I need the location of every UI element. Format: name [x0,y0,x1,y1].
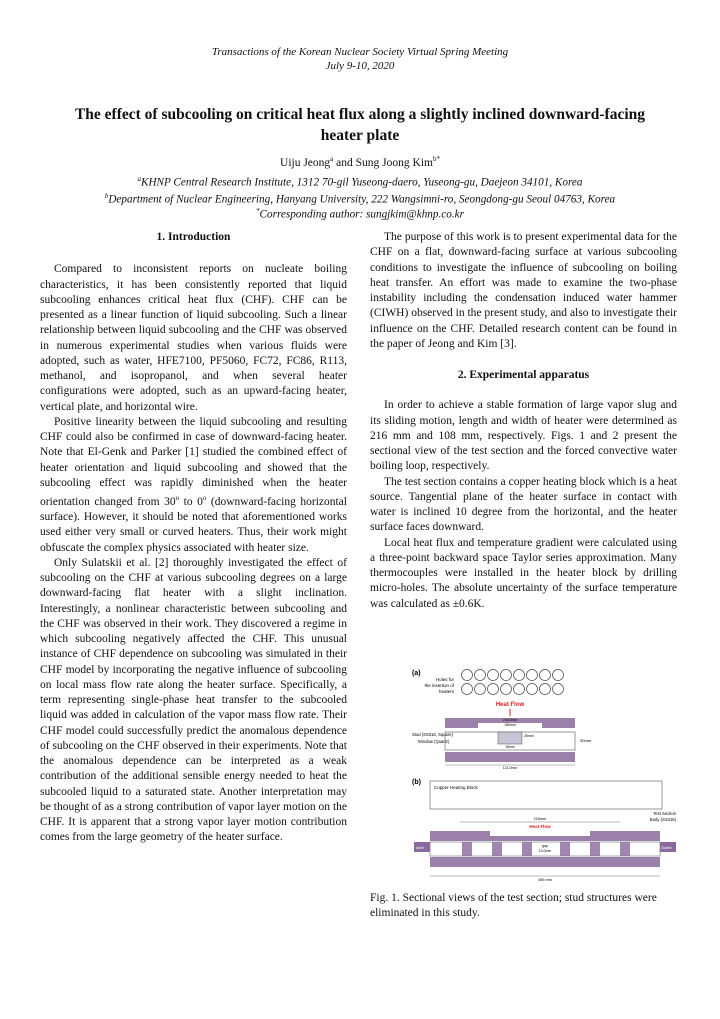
window-a [498,732,522,744]
intro-paragraph-3: Only Sulatskii et al. [2] thoroughly investigated the effect of subcooling on the CHF at various subcooling degrees on a large downward-facing flat heater with a slight inclination. Interestingly, a nonlinear characteristic between subcooling and the CHF was observed in their work. They discovered a regime in which subcooling negatively affected the CHF. This unusual instance of CHF dependence on subcooling was simulated in their CHF model by incorporating the negative influence of subcooling on local mass flow rate along the heater surface. Specifically, a term representing single-phase heat transfer to the subcooled liquid was added in calculation of the vapor mass flow rate. Their CHF model could successfully predict the anomalous dependence of subcooling on the CHF observed in their experiments. Note that the anomalous dependence can be interpreted as a weak contribution of the additional sensible energy needed to heat the subcooled liquid to a saturated state. Another interpretation may be thought of as a strong contribution of vapor layer motion on the CHF. It is apparent that a strong vapor layer motion contribution comes from the large geometry of the heater surface. [40,556,347,844]
dim-25: 25mm [524,734,534,738]
stud-label: Stud (SS316, Square) [412,732,453,737]
affil-b-text: Department of Nuclear Engineering, Hanyang University, 222 Wangsimni-ro, Seongdong-gu Seoul 04763, Korea [108,193,616,206]
heater-holes [462,670,564,695]
holes-label-3: heaters [438,689,454,694]
inlet-label: Inlet [416,845,424,850]
affil-a-mark: a [137,175,141,183]
holes-label-2: the insertion of [424,683,454,688]
copper-label: Copper Heating Block [434,785,478,790]
section-heading-introduction: 1. Introduction [156,231,231,243]
conference-date: July 9-10, 2020 [325,60,395,72]
dim-bottom: 121.0mm [502,766,518,770]
corresponding-author [0,203,720,224]
body-label-2: Body (SS316) [649,817,676,822]
left-column [40,230,347,846]
window-label: Window (Quartz) [418,739,450,744]
dim-15: 15mm [505,745,515,749]
author-1-affil: a [330,155,334,163]
apparatus-paragraph-3: Local heat flux and temperature gradient were calculated using a three-point backward space Taylor series approximation. Many thermocouples were installed in the heater block by drilling micro-holes. The absolute uncertainty of the surface temperature was calculated as ±0.6K. [370,536,677,610]
author-2-affil: b* [432,155,440,163]
lower-body-b [430,857,660,867]
purpose-paragraph: The purpose of this work is to present experimental data for the CHF on a flat, downward-facing surface at various subcooling conditions to investigate the influence of subcooling on boiling heat transfer. An effort was made to examine the two-phase instability including the condensation induced water hammer (CIWH) observed in the present study, and also to investigate their influence on the CHF. Detailed research content can be found in the paper of Jeong and Kim [3]. [370,231,677,350]
dim-top: 216.0mm [502,718,518,722]
dim-bottom-b: 455 mm [538,878,552,882]
fig-b-label: (b) [412,779,421,786]
apparatus-paragraph-2: The test section contains a copper heating block which is a heat source. Tangential plane of the heater surface in contact with water is inclined 10 degree from the horizontal, and the heater surface faces downward. [370,475,677,534]
author-separator: and [333,156,356,169]
author-list [0,155,720,169]
intro-paragraph-2 [40,415,347,556]
journal-header: Transactions of the Korean Nuclear Society Virtual Spring Meeting [211,46,509,58]
affil-c-text: Corresponding author: sungjkim@khnp.co.kr [259,208,464,221]
right-column [370,230,677,612]
intro-paragraph-1: Compared to inconsistent reports on nucleate boiling characteristics, it has been consistently reported that liquid subcooling enhances critical heat flux (CHF). CHF can be presented as a linear function of liquid subcooling. Such a linear relationship between liquid subcooling and the CHF was observed in numerous experimental studies when various fluids were adopted, such as water, HFE7100, PF5060, FC72, FC86, R113, methanol, and isopropanol, and when several heater configurations were adopted, such as an upward-facing heater, vertical plate, and horizontal wire. [40,263,347,413]
fig-a-label: (a) [412,670,421,677]
affil-b-mark: b [104,192,109,200]
author-1: Uiju Jeong [280,156,331,169]
affil-c-mark: * [256,207,260,215]
gap-label-1: gap [542,844,548,848]
dim-30: 30mm [580,738,592,743]
heat-flow-label: Heat Flow [495,702,525,708]
dim-216: 216mm [533,817,547,821]
p2-part-a: Positive linearity between the liquid subcooling and resulting CHF could also be confirmed in case of downward-facing heater. Note that El-Genk and Parker [1] studied the combined effect of heater orientation and liquid subcooling and showed that the subcooling effect was rapidly diminished when the heater orientation changed from 30 [40,415,347,508]
paper-title: The effect of subcooling on critical heat flux along a slightly inclined downward-facing heater plate [74,106,646,144]
lower-body-a [445,752,575,762]
dim-top-2: 180mm [504,723,516,727]
figure-1-caption: Fig. 1. Sectional views of the test section; stud structures were eliminated in this study. [370,892,657,919]
affil-a-text: KHNP Central Research Institute, 1312 70-gil Yuseong-daero, Yuseong-gu, Daejeon 34101, Korea [141,176,583,189]
author-2: Sung Joong Kim [355,156,433,169]
p2-part-c: (downward-facing horizontal surface). However, it should be noted that aforementioned works used either very small or curved heaters. Thus, their work might obfuscate the complex physics associated with heater size. [40,495,347,554]
degree-mark-2: o [202,494,207,502]
p2-part-b: to 0 [179,495,203,508]
outlet-label: Outlet [661,845,672,850]
upper-body-b [430,831,660,841]
holes-label-1: Holes for [435,677,454,682]
figure-1 [410,666,678,890]
apparatus-paragraph-1: In order to achieve a stable formation of large vapor slug and its sliding motion, length and width of heater were determined as 216 mm and 108 mm, respectively. Figs. 1 and 2 present the sectional view of the test section and the forced convective water boiling loop, respectively. [370,399,677,473]
degree-mark-1: o [175,494,180,502]
section-heading-apparatus: 2. Experimental apparatus [457,369,590,381]
heat-flow-label-b: Heat Flow [529,824,551,829]
test-section-diagram [410,666,678,890]
gap-label-2: 10.0mm [538,849,552,853]
body-label-1: Test Section [653,811,676,816]
